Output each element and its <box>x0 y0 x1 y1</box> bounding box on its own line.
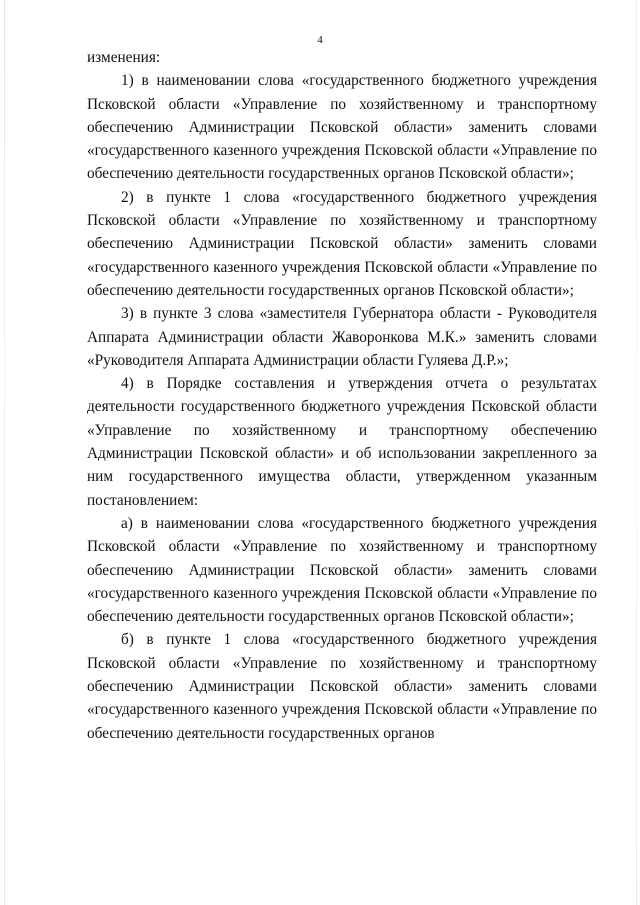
scan-edge-right <box>636 0 637 905</box>
document-body <box>87 46 597 745</box>
paragraph-item-4: 4) в Порядке составления и утверждения отчета о результатах деятельности государственного бюджетного учреждения Псковской области «Управление по хозяйственному и транспортному обеспечению Администрации Псковской области» и об использовании закрепленного за ним государственного имущества области, утвержденном указанным постановлением: <box>87 375 597 509</box>
paragraph-intro: изменения: <box>87 49 161 66</box>
paragraph-subitem-a: а) в наименовании слова «государственного бюджетного учреждения Псковской области «Управление по хозяйственному и транспортному обеспечению Администрации Псковской области» заменить словами «государственного казенного учреждения Псковской области «Управление по обеспечению деятельности государственных органов Псковской области»; <box>87 514 597 626</box>
paragraph-item-1: 1) в наименовании слова «государственного бюджетного учреждения Псковской области «Управление по хозяйственному и транспортному обеспечению Администрации Псковской области» заменить словами «государственного казенного учреждения Псковской области «Управление по обеспечению деятельности государственных органов Псковской области»; <box>87 72 597 183</box>
paragraph-item-2: 2) в пункте 1 слова «государственного бюджетного учреждения Псковской области «Управление по хозяйственному и транспортному обеспечению Администрации Псковской области» заменить словами «государственного казенного учреждения Псковской области «Управление по обеспечению деятельности государственных органов Псковской области»; <box>87 188 597 299</box>
scan-edge-left <box>4 0 5 905</box>
page-number: 4 <box>317 34 323 46</box>
paragraph-item-3: 3) в пункте 3 слова «заместителя Губернатора области - Руководителя Аппарата Администрации области Жаворонкова М.К.» заменить словами «Руководителя Аппарата Администрации области Гуляева Д.Р.»; <box>87 305 597 369</box>
paragraph-subitem-b: б) в пункте 1 слова «государственного бюджетного учреждения Псковской области «Управление по хозяйственному и транспортному обеспечению Администрации Псковской области» заменить словами «государственного казенного учреждения Псковской области «Управление по обеспечению деятельности государственных органов <box>87 631 597 742</box>
